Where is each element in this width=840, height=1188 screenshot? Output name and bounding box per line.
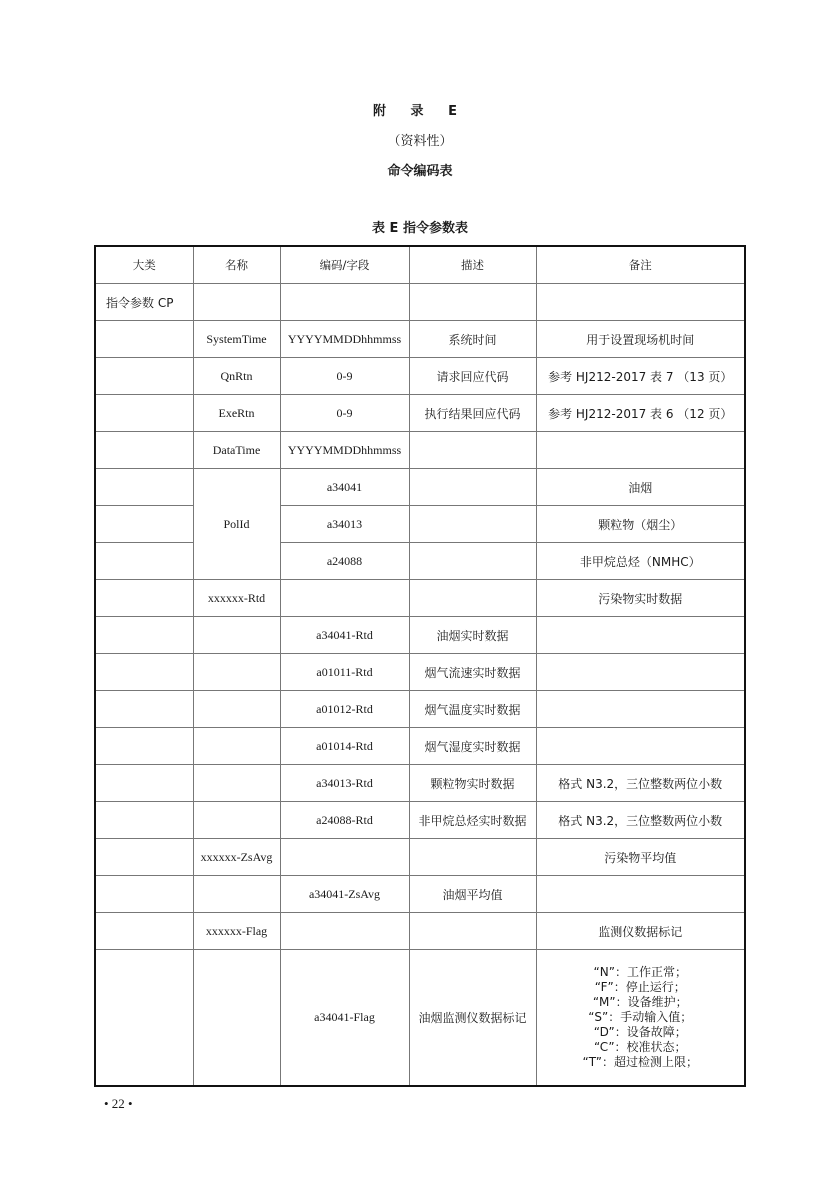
table-row <box>95 839 745 876</box>
cell-description: 非甲烷总烃实时数据 <box>409 802 536 839</box>
cell-category <box>95 321 193 358</box>
page-number: • 22 • <box>104 1096 133 1111</box>
cell-note <box>536 284 745 321</box>
cell-code: 0-9 <box>280 395 409 432</box>
cell-description: 油烟实时数据 <box>409 617 536 654</box>
cell-category <box>95 617 193 654</box>
cell-code: a34013-Rtd <box>280 765 409 802</box>
cell-description <box>409 913 536 950</box>
cell-note: 格式 N3.2，三位整数两位小数 <box>536 802 745 839</box>
table-row <box>95 395 745 432</box>
cell-category <box>95 913 193 950</box>
table-row <box>95 765 745 802</box>
table-row <box>95 506 745 543</box>
table-row <box>95 691 745 728</box>
table-row <box>95 469 745 506</box>
cell-code: a01014-Rtd <box>280 728 409 765</box>
cell-name: DataTime <box>193 432 280 469</box>
cell-name <box>193 802 280 839</box>
cell-code: a01011-Rtd <box>280 654 409 691</box>
cell-name: xxxxxx-Flag <box>193 913 280 950</box>
cell-code <box>280 913 409 950</box>
cell-code: a34041-Flag <box>280 950 409 1087</box>
header-note: 备注 <box>536 246 745 284</box>
flag-note-c: “C”：校准状态； <box>593 1040 687 1054</box>
cell-category <box>95 654 193 691</box>
cell-note: 污染物平均值 <box>536 839 745 876</box>
cell-code <box>280 284 409 321</box>
table-row <box>95 728 745 765</box>
cell-note <box>536 728 745 765</box>
header-code: 编码/字段 <box>280 246 409 284</box>
cell-note: 颗粒物（烟尘） <box>536 506 745 543</box>
table-header-row <box>95 246 745 284</box>
cell-note <box>536 617 745 654</box>
cell-note <box>536 876 745 913</box>
cell-name: xxxxxx-Rtd <box>193 580 280 617</box>
flag-note-s: “S”：手动输入值； <box>588 1010 693 1024</box>
cell-description: 颗粒物实时数据 <box>409 765 536 802</box>
cell-code <box>280 580 409 617</box>
cell-code <box>280 839 409 876</box>
cell-code: YYYYMMDDhhmmss <box>280 321 409 358</box>
cell-code: a34041-Rtd <box>280 617 409 654</box>
header-description: 描述 <box>409 246 536 284</box>
command-parameter-table <box>94 245 746 1087</box>
flag-note-d: “D”：设备故障； <box>593 1025 687 1039</box>
cell-code: a24088 <box>280 543 409 580</box>
header-name: 名称 <box>193 246 280 284</box>
cell-category <box>95 950 193 1087</box>
cell-code: 0-9 <box>280 358 409 395</box>
cell-name: QnRtn <box>193 358 280 395</box>
cell-category <box>95 543 193 580</box>
cell-description: 请求回应代码 <box>409 358 536 395</box>
cell-description: 油烟平均值 <box>409 876 536 913</box>
table-row <box>95 543 745 580</box>
cell-category <box>95 469 193 506</box>
cell-category <box>95 580 193 617</box>
cell-description <box>409 432 536 469</box>
table-row <box>95 580 745 617</box>
cell-code: a34013 <box>280 506 409 543</box>
appendix-type: （资料性） <box>387 134 453 149</box>
cell-code: a01012-Rtd <box>280 691 409 728</box>
cell-category <box>95 802 193 839</box>
cell-note: 用于设置现场机时间 <box>536 321 745 358</box>
cell-category <box>95 691 193 728</box>
cell-description <box>409 543 536 580</box>
table-row <box>95 876 745 913</box>
cell-note: 参考 HJ212-2017 表 6 （12 页） <box>536 395 745 432</box>
table-row <box>95 950 745 1087</box>
table-row <box>95 913 745 950</box>
cell-note-flag-list <box>536 950 745 1087</box>
cell-name <box>193 654 280 691</box>
header-category: 大类 <box>95 246 193 284</box>
table-row <box>95 802 745 839</box>
flag-note-f: “F”：停止运行； <box>594 980 686 994</box>
cell-note <box>536 691 745 728</box>
cell-note: 监测仪数据标记 <box>536 913 745 950</box>
cell-description <box>409 580 536 617</box>
cell-note: 非甲烷总烃（NMHC） <box>536 543 745 580</box>
cell-code: a34041 <box>280 469 409 506</box>
cell-code: a34041-ZsAvg <box>280 876 409 913</box>
cell-name: ExeRtn <box>193 395 280 432</box>
cell-name <box>193 284 280 321</box>
cell-note <box>536 432 745 469</box>
cell-name <box>193 617 280 654</box>
cell-name: SystemTime <box>193 321 280 358</box>
cell-name <box>193 765 280 802</box>
cell-category <box>95 839 193 876</box>
cell-description: 系统时间 <box>409 321 536 358</box>
flag-note-n: “N”：工作正常； <box>593 965 687 979</box>
cell-description: 执行结果回应代码 <box>409 395 536 432</box>
table-row <box>95 654 745 691</box>
flag-note-m: “M”：设备维护； <box>592 995 688 1009</box>
table-row <box>95 432 745 469</box>
cell-category <box>95 395 193 432</box>
cell-name <box>193 691 280 728</box>
cell-category: 指令参数 CP <box>95 284 193 321</box>
cell-description <box>409 469 536 506</box>
cell-name-polid: PolId <box>193 469 280 580</box>
cell-description <box>409 506 536 543</box>
cell-description <box>409 839 536 876</box>
table-row <box>95 284 745 321</box>
cell-description: 烟气湿度实时数据 <box>409 728 536 765</box>
table-row <box>95 321 745 358</box>
cell-code: YYYYMMDDhhmmss <box>280 432 409 469</box>
flag-note-t: “T”：超过检测上限； <box>582 1055 698 1069</box>
table-row <box>95 358 745 395</box>
cell-description: 烟气温度实时数据 <box>409 691 536 728</box>
cell-name <box>193 728 280 765</box>
cell-note: 污染物实时数据 <box>536 580 745 617</box>
cell-description: 烟气流速实时数据 <box>409 654 536 691</box>
cell-description: 油烟监测仪数据标记 <box>409 950 536 1087</box>
cell-category <box>95 876 193 913</box>
cell-category <box>95 358 193 395</box>
cell-name: xxxxxx-ZsAvg <box>193 839 280 876</box>
appendix-label: 附 录 E <box>373 104 467 119</box>
cell-category <box>95 728 193 765</box>
table-caption: 表 E 指令参数表 <box>372 221 468 236</box>
cell-name <box>193 950 280 1087</box>
cell-description <box>409 284 536 321</box>
cell-code: a24088-Rtd <box>280 802 409 839</box>
cell-category <box>95 432 193 469</box>
cell-note <box>536 654 745 691</box>
table-row <box>95 617 745 654</box>
cell-category <box>95 765 193 802</box>
cell-note: 格式 N3.2，三位整数两位小数 <box>536 765 745 802</box>
appendix-title: 命令编码表 <box>387 164 453 179</box>
cell-note: 油烟 <box>536 469 745 506</box>
cell-name <box>193 876 280 913</box>
cell-category <box>95 506 193 543</box>
cell-note: 参考 HJ212-2017 表 7 （13 页） <box>536 358 745 395</box>
